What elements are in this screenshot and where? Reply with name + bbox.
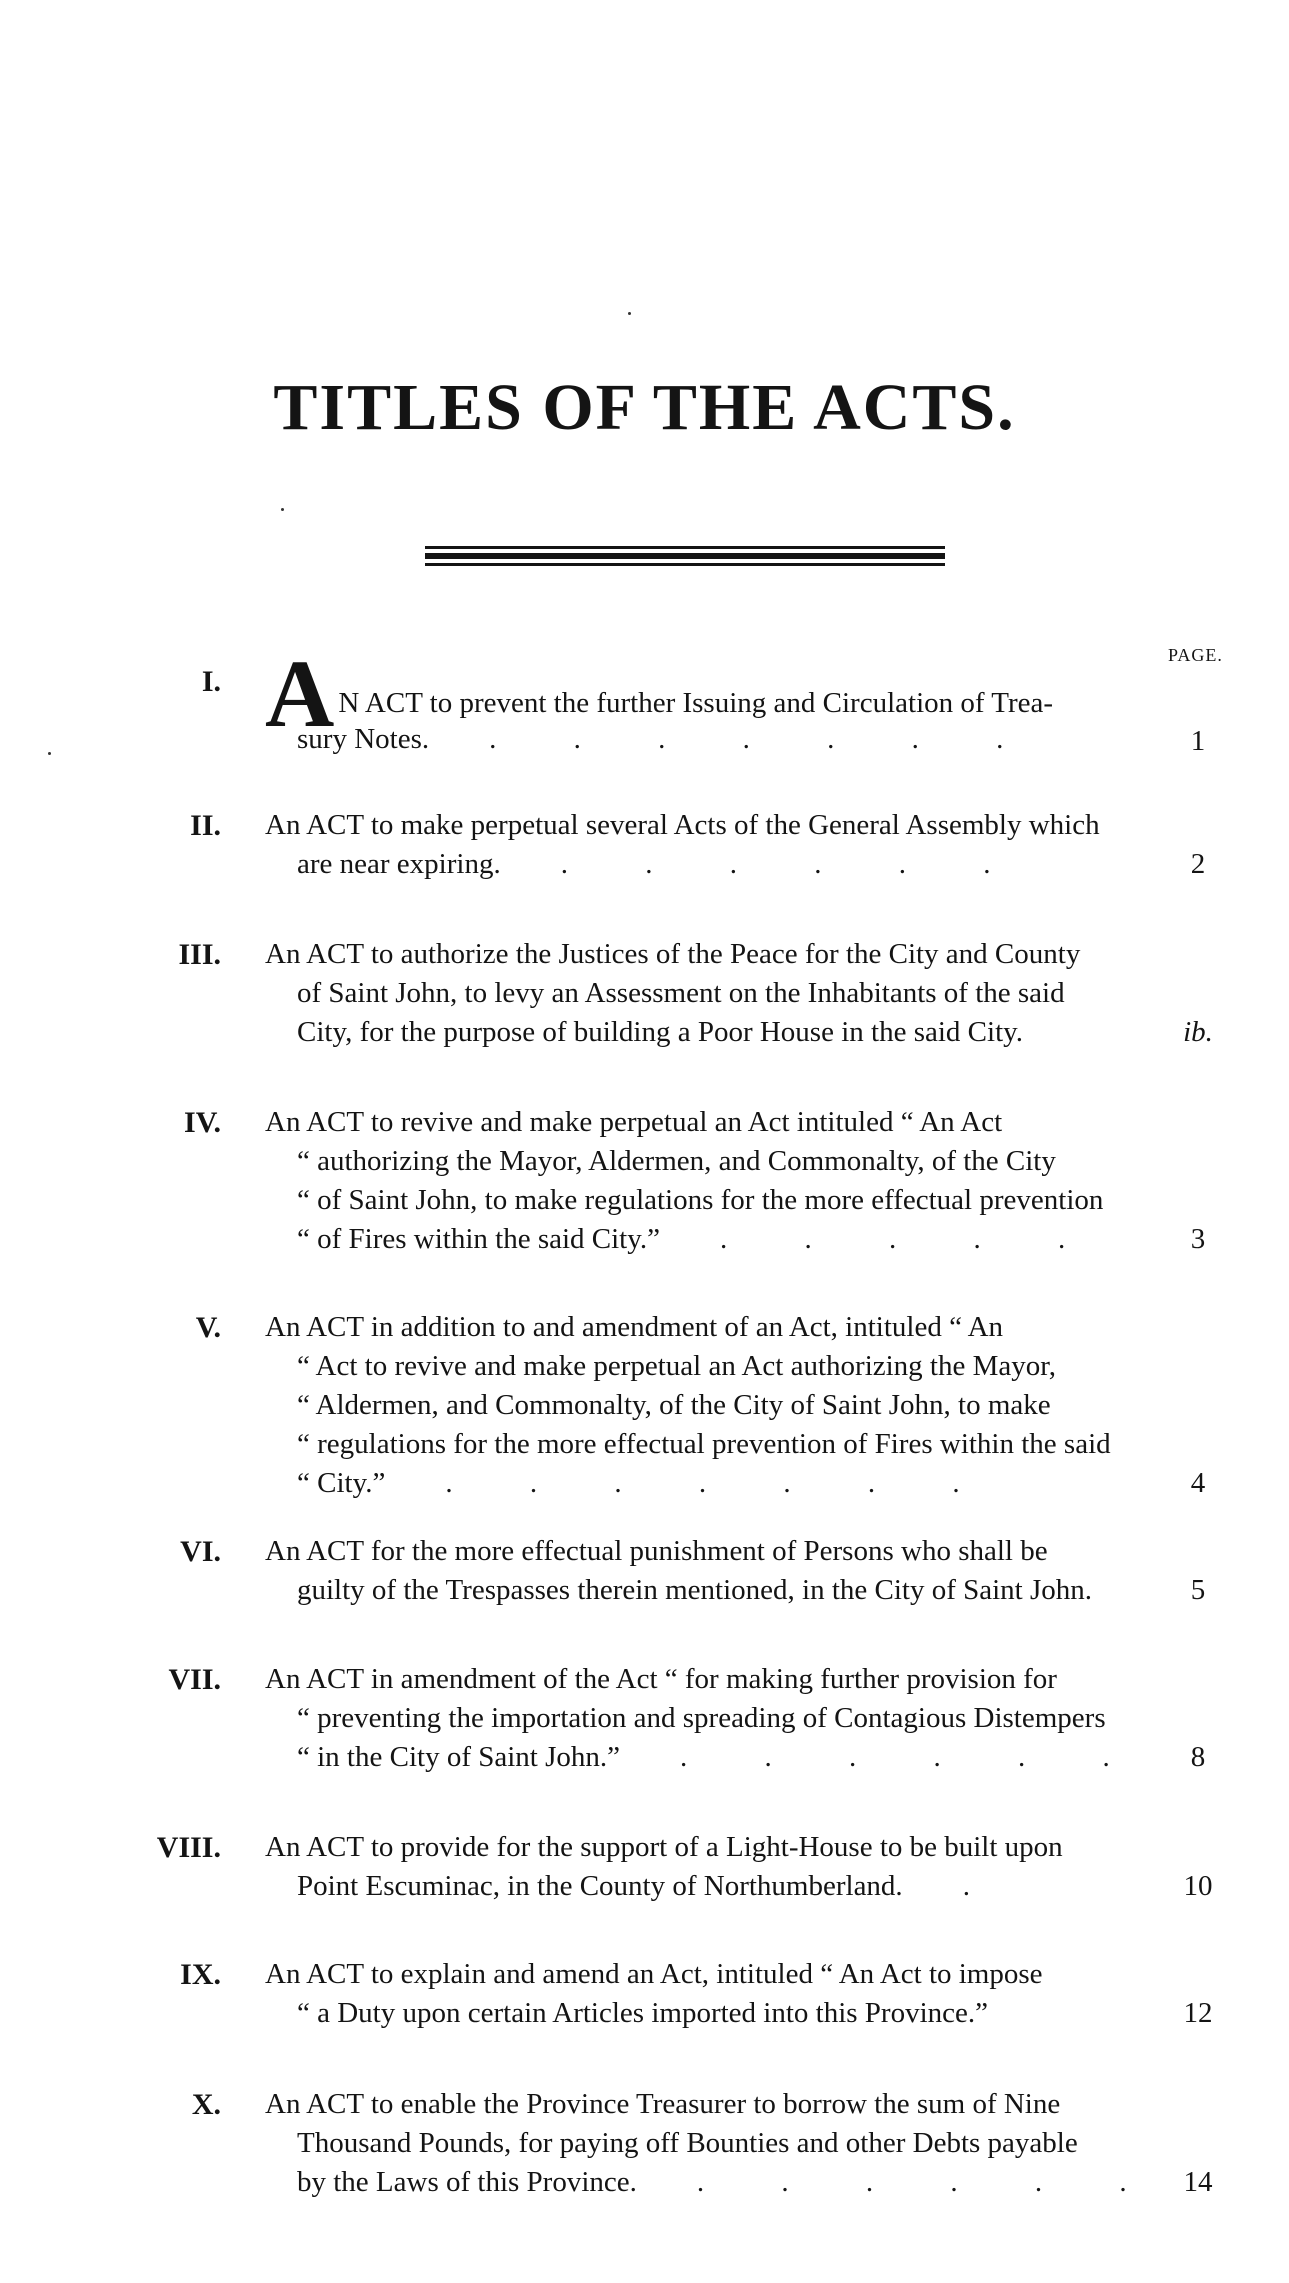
act-title-text: An ACT to provide for the support of a Light-House to be built upon [265, 1831, 1063, 1863]
act-title-line [265, 1220, 1155, 1259]
act-title-text: “ Aldermen, and Commonalty, of the City of Saint John, to make [297, 1389, 1051, 1421]
page-number: 12 [1183, 1997, 1213, 2029]
act-title [265, 1955, 1155, 2033]
page-number: 5 [1190, 1574, 1206, 1606]
page-number: 1 [1190, 725, 1206, 757]
act-title-text: sury Notes. [297, 723, 430, 755]
act-numeral: X. [191, 2088, 221, 2121]
dot-leader: . . . . . [719, 1223, 1066, 1255]
act-title-line [265, 1142, 1155, 1181]
act-title [265, 935, 1155, 1052]
dot-leader: . . . . . . [696, 2166, 1127, 2198]
act-numeral: II. [190, 809, 221, 842]
page-number: 2 [1190, 848, 1206, 880]
drop-cap: A [265, 640, 335, 747]
act-title-line [265, 2163, 1155, 2202]
act-title-text: by the Laws of this Province. [297, 2166, 637, 2198]
dot-leader: . . . . . . [560, 848, 991, 880]
act-title-line [265, 1660, 1155, 1699]
act-title [265, 2085, 1155, 2202]
act-title-text: “ authorizing the Mayor, Aldermen, and Commonalty, of the City [297, 1145, 1056, 1177]
title-rule-top [425, 546, 945, 549]
act-title-text: “ Act to revive and make perpetual an Act authorizing the Mayor, [297, 1350, 1057, 1382]
act-title [265, 1308, 1155, 1503]
act-title-text: An ACT in amendment of the Act “ for making further provision for [265, 1663, 1057, 1695]
page-number: 10 [1183, 1870, 1213, 1902]
act-title-line [265, 2085, 1155, 2124]
act-title-text: An ACT in addition to and amendment of an Act, intituled “ An [265, 1311, 1004, 1343]
ink-speck [281, 508, 284, 511]
act-title-text: “ in the City of Saint John.” [297, 1741, 620, 1773]
title-rule-bottom [425, 563, 945, 566]
act-title-text: City, for the purpose of building a Poor House in the said City. [297, 1016, 1023, 1048]
act-title-line [265, 1955, 1155, 1994]
act-title-line [265, 1347, 1155, 1386]
act-title-line [265, 1181, 1155, 1220]
act-numeral: VI. [180, 1535, 221, 1568]
act-title-line [265, 1425, 1155, 1464]
act-title-line [265, 974, 1155, 1013]
act-title [265, 1660, 1155, 1777]
page-number: 8 [1190, 1741, 1206, 1773]
act-title-text: “ regulations for the more effectual prevention of Fires within the said [297, 1428, 1111, 1460]
act-title-text: “ preventing the importation and spreading of Contagious Distempers [297, 1702, 1106, 1734]
act-title-text: “ of Saint John, to make regulations for the more effectual prevention [297, 1184, 1104, 1216]
ink-speck [628, 312, 631, 315]
dot-leader: . [962, 1870, 970, 1902]
act-title-text: “ of Fires within the said City.” [297, 1223, 660, 1255]
act-numeral: VII. [168, 1663, 221, 1696]
act-title-line [265, 2124, 1155, 2163]
act-title-line [265, 720, 1155, 759]
act-title-text: guilty of the Trespasses therein mentioned, in the City of Saint John. [297, 1574, 1093, 1606]
dot-leader: . . . . . . . [489, 723, 1004, 755]
page-number: 4 [1190, 1467, 1206, 1499]
act-title-line [265, 1867, 1155, 1906]
act-title-text: An ACT to explain and amend an Act, intituled “ An Act to impose [265, 1958, 1043, 1990]
act-title-text: An ACT to revive and make perpetual an Act intituled “ An Act [265, 1106, 1003, 1138]
page-number: 14 [1183, 2166, 1213, 2198]
act-numeral: I. [201, 665, 221, 698]
act-title-text: of Saint John, to levy an Assessment on the Inhabitants of the said [297, 977, 1065, 1009]
act-numeral: V. [195, 1311, 221, 1344]
act-title-text: Point Escuminac, in the County of Northumberland. [297, 1870, 903, 1902]
act-title-line [265, 1828, 1155, 1867]
act-title-line [265, 1571, 1155, 1610]
page-column-label: PAGE. [1168, 645, 1223, 665]
act-title-line [265, 845, 1155, 884]
title-rule-middle [425, 553, 945, 559]
act-numeral: III. [178, 938, 221, 971]
act-title-text: An ACT for the more effectual punishment of Persons who shall be [265, 1535, 1048, 1567]
act-title-line [265, 1013, 1155, 1052]
act-title-line [265, 1532, 1155, 1571]
act-title-line [265, 1386, 1155, 1425]
act-title [265, 806, 1155, 884]
act-title-text: “ City.” [297, 1467, 386, 1499]
page-title: TITLES OF THE ACTS. [273, 371, 1016, 444]
act-numeral: IX. [180, 1958, 221, 1991]
act-title-line [265, 1994, 1155, 2033]
act-title [265, 640, 1155, 759]
act-numeral: VIII. [156, 1831, 221, 1864]
dot-leader: . . . . . . [680, 1741, 1110, 1773]
act-title-text: An ACT to authorize the Justices of the Peace for the City and County [265, 938, 1081, 970]
act-title-line [265, 1699, 1155, 1738]
act-title [265, 1532, 1155, 1610]
act-title-line [265, 806, 1155, 845]
act-title-text: N ACT to prevent the further Issuing and Circulation of Trea- [338, 687, 1054, 719]
act-title-text: An ACT to enable the Province Treasurer to borrow the sum of Nine [265, 2088, 1061, 2120]
act-numeral: IV. [184, 1106, 221, 1139]
act-title-line [265, 1103, 1155, 1142]
act-title-text: An ACT to make perpetual several Acts of the General Assembly which [265, 809, 1100, 841]
page-number: 3 [1190, 1223, 1206, 1255]
act-title-text: are near expiring. [297, 848, 501, 880]
act-title [265, 1103, 1155, 1259]
act-title-line [265, 1464, 1155, 1503]
act-title [265, 1828, 1155, 1906]
page-number: ib. [1183, 1016, 1213, 1048]
act-title-text: Thousand Pounds, for paying off Bounties and other Debts payable [297, 2127, 1078, 2159]
act-title-line [265, 1308, 1155, 1347]
dot-leader: . . . . . . . [445, 1467, 960, 1499]
act-title-line [265, 935, 1155, 974]
ink-speck [48, 752, 51, 755]
act-title-line [265, 1738, 1155, 1777]
act-title-text: “ a Duty upon certain Articles imported into this Province.” [297, 1997, 989, 2029]
